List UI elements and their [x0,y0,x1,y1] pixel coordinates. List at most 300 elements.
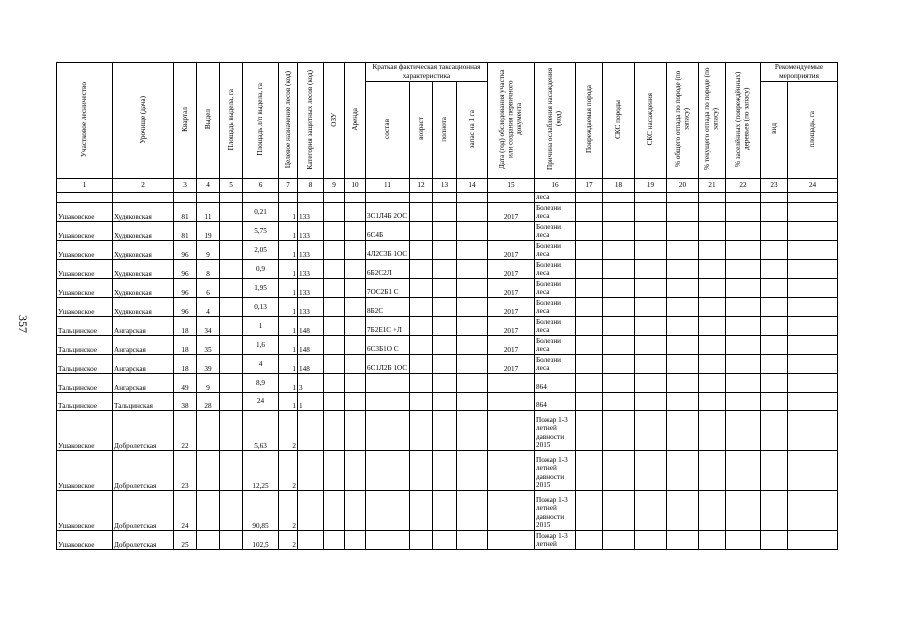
empty-cell [788,531,838,550]
empty-cell [635,393,667,411]
cell-col16: Болезни леса [535,222,576,241]
table-row [57,411,838,451]
empty-cell [220,260,243,279]
cell-col3 [174,193,197,203]
empty-cell [726,317,761,336]
empty-cell [457,203,488,222]
cell-col3: 38 [174,393,197,411]
empty-cell [457,222,488,241]
empty-cell [788,393,838,411]
empty-cell [324,203,345,222]
empty-cell [726,374,761,393]
header-pathology-area: Площадь л/п выдела, га [243,63,279,179]
cell-col4: 39 [197,355,220,374]
cell-col1: Ушаковское [57,241,113,260]
empty-cell [635,193,667,203]
empty-cell [220,298,243,317]
column-number: 12 [410,179,433,193]
cell-col4: 34 [197,317,220,336]
empty-cell [324,393,345,411]
cell-col3: 25 [174,531,197,550]
table-row [57,451,838,491]
cell-col7: 1 [279,298,298,317]
empty-cell [457,317,488,336]
empty-cell [699,279,726,298]
empty-cell [220,203,243,222]
empty-cell [433,241,457,260]
empty-cell [635,317,667,336]
cell-col4: 8 [197,260,220,279]
table-row [57,531,838,550]
empty-cell [324,355,345,374]
empty-cell [324,531,345,550]
cell-col16: 864 [535,393,576,411]
table-row [57,336,838,355]
cell-col4 [197,411,220,451]
cell-col1: Тальцинское [57,317,113,336]
empty-cell [699,491,726,531]
empty-cell [345,279,366,298]
cell-col16: Болезни леса [535,241,576,260]
empty-cell [576,451,603,491]
header-stock: запас на 1 га [457,82,488,179]
empty-cell [699,393,726,411]
column-number-row [57,179,838,193]
empty-cell [699,193,726,203]
empty-cell [457,491,488,531]
column-number: 18 [603,179,635,193]
cell-col3: 18 [174,317,197,336]
header-weakening-cause: Причина ослабления насаждения (код) [535,63,576,179]
cell-col3: 96 [174,260,197,279]
empty-cell [220,411,243,451]
cell-col2: Худяковская [113,241,174,260]
cell-col2: Добролетская [113,531,174,550]
empty-cell [699,241,726,260]
empty-cell [410,317,433,336]
empty-cell [345,298,366,317]
header-ozu: ОЗУ [324,63,345,179]
cell-col1: Ушаковское [57,279,113,298]
header-tract: Урочище (дача) [113,63,174,179]
cell-col15 [488,411,535,451]
table-row [57,222,838,241]
empty-cell [603,411,635,451]
empty-cell [345,260,366,279]
cell-col15: 2017 [488,279,535,298]
empty-cell [788,374,838,393]
column-number: 10 [345,179,366,193]
empty-cell [761,317,788,336]
empty-cell [761,298,788,317]
empty-cell [576,317,603,336]
empty-cell [635,411,667,451]
empty-cell [410,222,433,241]
header-lease: Аренда [345,63,366,179]
header-current-loss: % текущего отпада по породе (по запасу) [699,63,726,179]
empty-cell [726,336,761,355]
cell-col7: 1 [279,260,298,279]
cell-col16: 864 [535,374,576,393]
table-row [57,374,838,393]
empty-cell [576,203,603,222]
empty-cell [576,393,603,411]
empty-cell [220,336,243,355]
empty-cell [667,411,699,451]
empty-cell [345,336,366,355]
cell-col16: Болезни леса [535,355,576,374]
empty-cell [433,193,457,203]
empty-cell [576,193,603,203]
empty-cell [433,222,457,241]
empty-cell [410,491,433,531]
empty-cell [345,241,366,260]
column-number: 3 [174,179,197,193]
cell-col2: Ангарская [113,336,174,355]
empty-cell [603,260,635,279]
cell-col1: Тальцинское [57,355,113,374]
cell-col1: Ушаковское [57,491,113,531]
header-compartment-area: Площадь выдела, га [220,63,243,179]
header-damaged-species: Повреждаемая порода [576,63,603,179]
empty-cell [788,193,838,203]
empty-cell [457,411,488,451]
empty-cell [576,260,603,279]
empty-cell [761,451,788,491]
empty-cell [667,222,699,241]
header-measures-group: Рекомендуемые мероприятия [761,63,838,82]
cell-col6 [243,298,279,317]
empty-cell [667,451,699,491]
empty-cell [220,222,243,241]
cell-col6: 12,25 [243,451,279,491]
empty-cell [433,203,457,222]
empty-cell [603,336,635,355]
empty-cell [761,411,788,451]
empty-cell [410,336,433,355]
cell-col11: 6С4Б [366,222,410,241]
empty-cell [603,317,635,336]
empty-cell [345,222,366,241]
cell-col8 [298,531,324,550]
empty-cell [410,298,433,317]
empty-cell [603,355,635,374]
empty-cell [635,203,667,222]
empty-cell [699,203,726,222]
empty-cell [726,193,761,203]
empty-cell [667,491,699,531]
cell-col4: 9 [197,374,220,393]
cell-col4: 19 [197,222,220,241]
cell-col1: Ушаковское [57,260,113,279]
empty-cell [726,260,761,279]
empty-cell [433,393,457,411]
empty-cell [699,374,726,393]
empty-cell [433,374,457,393]
empty-cell [699,222,726,241]
empty-cell [761,222,788,241]
cell-col2: Худяковская [113,279,174,298]
column-number: 19 [635,179,667,193]
header-compartment: Выдел [197,63,220,179]
empty-cell [433,298,457,317]
empty-cell [410,193,433,203]
empty-cell [220,193,243,203]
empty-cell [410,374,433,393]
cell-col3: 22 [174,411,197,451]
cell-col1: Тальцинское [57,374,113,393]
cell-col2: Добролетская [113,491,174,531]
empty-cell [345,203,366,222]
empty-cell [345,531,366,550]
empty-cell [635,241,667,260]
cell-col16: Болезни леса [535,203,576,222]
empty-cell [345,355,366,374]
column-number: 22 [726,179,761,193]
empty-cell [576,411,603,451]
column-number: 23 [761,179,788,193]
empty-cell [345,393,366,411]
empty-cell [699,317,726,336]
cell-col8: 133 [298,279,324,298]
empty-cell [576,374,603,393]
empty-cell [788,260,838,279]
column-number: 21 [699,179,726,193]
empty-cell [410,241,433,260]
empty-cell [761,491,788,531]
pathology-area-value: 2,05 [254,245,267,254]
column-number: 2 [113,179,174,193]
empty-cell [324,491,345,531]
cell-col6 [243,193,279,203]
cell-col3: 81 [174,203,197,222]
cell-col3: 49 [174,374,197,393]
empty-cell [457,451,488,491]
cell-col15 [488,374,535,393]
cell-col7 [279,193,298,203]
empty-cell [220,279,243,298]
empty-cell [324,317,345,336]
column-number: 1 [57,179,113,193]
cell-col6 [243,355,279,374]
cell-col2: Худяковская [113,203,174,222]
header-sks-stand: СКС насаждения [635,63,667,179]
empty-cell [788,411,838,451]
cell-col11 [366,393,410,411]
cell-col15: 2017 [488,203,535,222]
header-total-loss: % общего отпада по породе (по запасу) [667,63,699,179]
cell-col2: Ангарская [113,355,174,374]
empty-cell [635,355,667,374]
empty-cell [220,355,243,374]
empty-cell [410,411,433,451]
cell-col7: 1 [279,355,298,374]
cell-col8 [298,411,324,451]
column-number: 20 [667,179,699,193]
cell-col11: 6Б2С2Л [366,260,410,279]
empty-cell [603,193,635,203]
pathology-area-value: 0,13 [254,302,267,311]
cell-col11 [366,411,410,451]
header-density: полнота [433,82,457,179]
header-measure-area: площадь, га [788,82,838,179]
empty-cell [410,203,433,222]
empty-cell [788,317,838,336]
cell-col3: 81 [174,222,197,241]
cell-col7: 2 [279,451,298,491]
cell-col7: 1 [279,393,298,411]
cell-col16: Пожар 1-3 летней давности 2015 [535,451,576,491]
cell-col2 [113,193,174,203]
empty-cell [667,193,699,203]
empty-cell [433,451,457,491]
column-number: 15 [488,179,535,193]
cell-col11: 7Б2Е1С +Л [366,317,410,336]
empty-cell [324,241,345,260]
cell-col8: 133 [298,203,324,222]
empty-cell [410,393,433,411]
pathology-area-value: 5,75 [254,226,267,235]
cell-col15 [488,393,535,411]
cell-col11: 3С1Л4Б 2ОС [366,203,410,222]
pathology-area-value: 1,95 [254,283,267,292]
cell-col6: 102,5 [243,531,279,550]
cell-col15: 2017 [488,355,535,374]
empty-cell [410,531,433,550]
column-number: 17 [576,179,603,193]
cell-col1: Тальцинское [57,393,113,411]
empty-cell [761,374,788,393]
empty-cell [324,411,345,451]
empty-cell [726,411,761,451]
empty-cell [603,241,635,260]
empty-cell [699,336,726,355]
column-number: 7 [279,179,298,193]
column-number: 13 [433,179,457,193]
header-composition: состав [366,82,410,179]
empty-cell [433,317,457,336]
empty-cell [433,260,457,279]
empty-cell [761,279,788,298]
column-number: 16 [535,179,576,193]
empty-cell [220,317,243,336]
empty-cell [457,355,488,374]
cell-col3: 23 [174,451,197,491]
pathology-area-value: 24 [256,396,265,405]
empty-cell [433,279,457,298]
empty-cell [635,451,667,491]
cell-col6 [243,260,279,279]
cell-col11 [366,531,410,550]
cell-col15: 2017 [488,260,535,279]
cell-col4: 11 [197,203,220,222]
empty-cell [667,531,699,550]
cell-col16: Болезни леса [535,260,576,279]
empty-cell [761,531,788,550]
table-row [57,491,838,531]
empty-cell [726,222,761,241]
empty-cell [345,193,366,203]
cell-col3: 18 [174,336,197,355]
empty-cell [433,355,457,374]
cell-col7: 1 [279,336,298,355]
cell-col7: 1 [279,203,298,222]
header-forestry-district: Участковое лесничество [57,63,113,179]
empty-cell [457,279,488,298]
empty-cell [726,393,761,411]
empty-cell [635,260,667,279]
cell-col1 [57,193,113,203]
empty-cell [457,336,488,355]
table-row [57,298,838,317]
empty-cell [576,298,603,317]
empty-cell [788,491,838,531]
empty-cell [667,203,699,222]
empty-cell [433,491,457,531]
empty-cell [433,411,457,451]
cell-col16: Болезни леса [535,298,576,317]
empty-cell [788,279,838,298]
cell-col16: Пожар 1-3 летней [535,531,576,550]
empty-cell [603,298,635,317]
forest-inspection-table [56,62,838,550]
cell-col1: Ушаковское [57,411,113,451]
empty-cell [667,374,699,393]
cell-col8: 148 [298,336,324,355]
cell-col7: 1 [279,317,298,336]
empty-cell [410,355,433,374]
cell-col16: Болезни леса [535,336,576,355]
empty-cell [667,355,699,374]
empty-cell [788,241,838,260]
cell-col3: 24 [174,491,197,531]
column-number: 6 [243,179,279,193]
cell-col2: Тальцинская [113,393,174,411]
cell-col11 [366,451,410,491]
empty-cell [576,279,603,298]
empty-cell [726,451,761,491]
pathology-area-value: 0,9 [256,264,265,273]
cell-col16: Пожар 1-3 летней давности 2015 [535,411,576,451]
cell-col1: Ушаковское [57,451,113,491]
empty-cell [699,355,726,374]
empty-cell [788,336,838,355]
cell-col3: 18 [174,355,197,374]
empty-cell [699,451,726,491]
empty-cell [324,336,345,355]
empty-cell [324,298,345,317]
cell-col15: 2017 [488,298,535,317]
cell-col6: 5,63 [243,411,279,451]
cell-col6 [243,336,279,355]
empty-cell [457,393,488,411]
empty-cell [699,298,726,317]
empty-cell [788,203,838,222]
empty-cell [635,222,667,241]
cell-col7: 2 [279,531,298,550]
cell-col6 [243,203,279,222]
cell-col8 [298,451,324,491]
pathology-area-value: 1,6 [256,340,265,349]
empty-cell [220,451,243,491]
empty-cell [726,298,761,317]
empty-cell [667,279,699,298]
cell-col15 [488,222,535,241]
cell-col8 [298,193,324,203]
empty-cell [726,531,761,550]
column-number: 11 [366,179,410,193]
empty-cell [726,241,761,260]
